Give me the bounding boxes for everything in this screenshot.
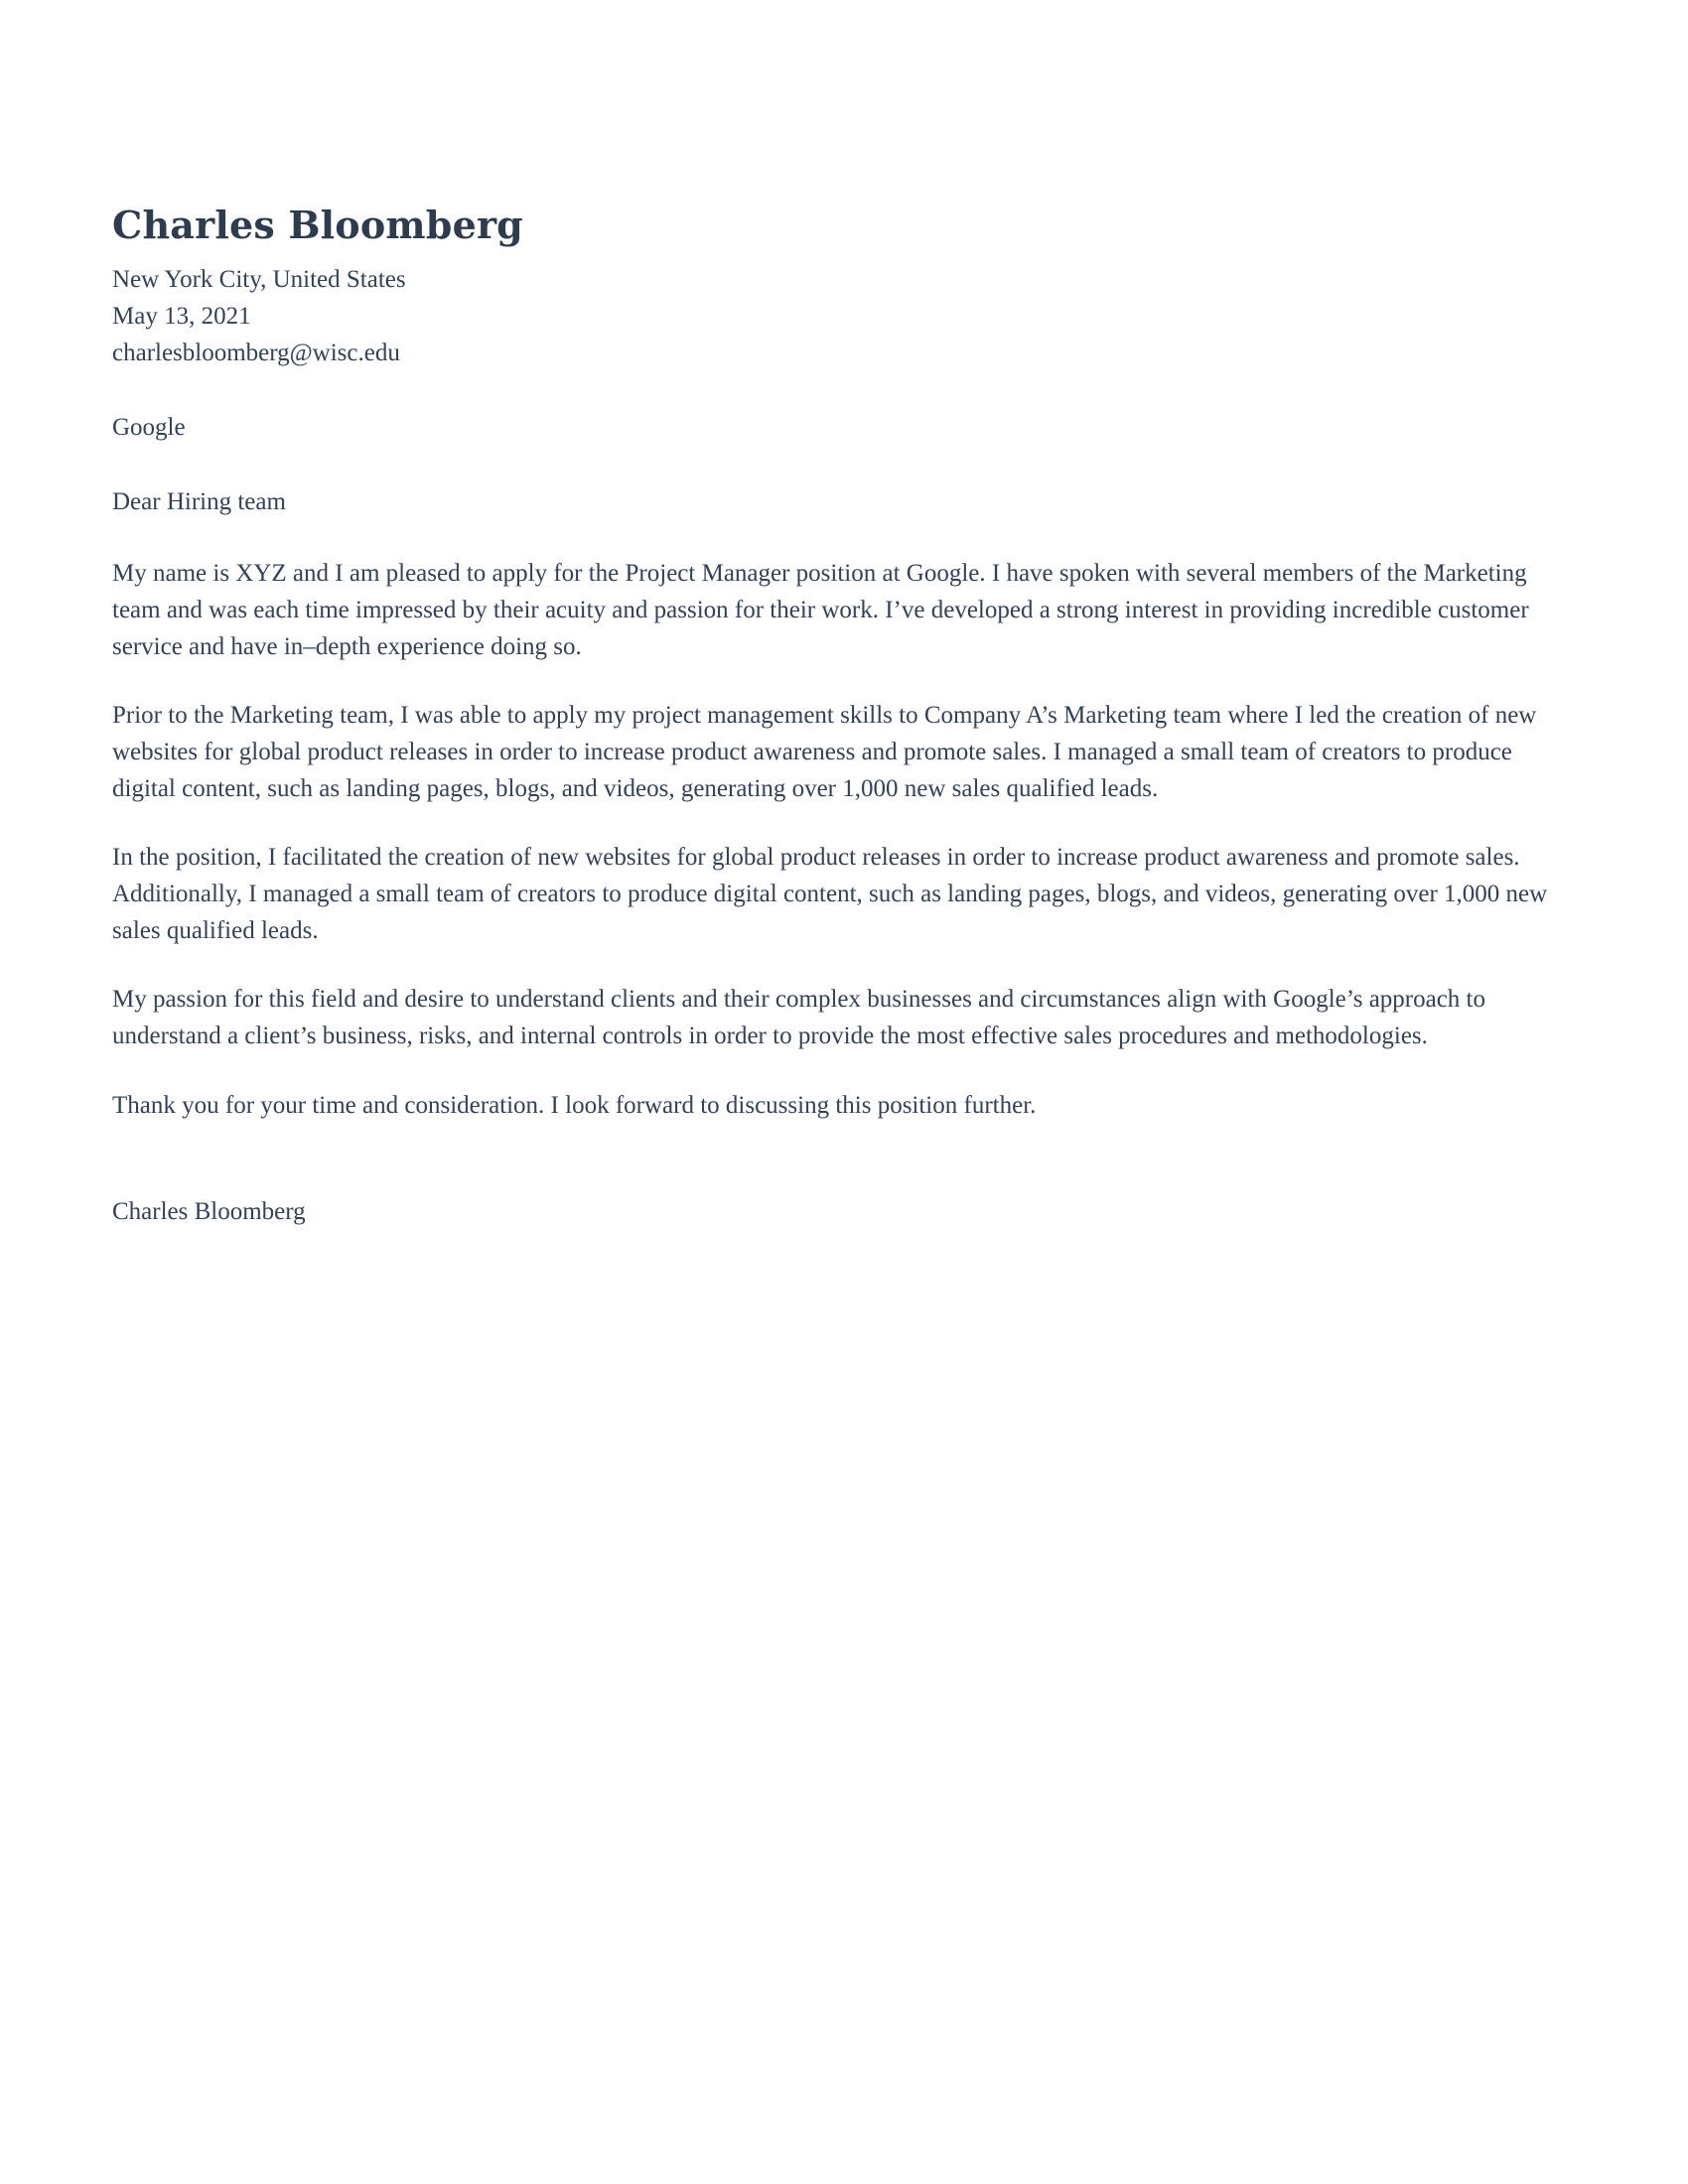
closing-block <box>112 1087 1557 1124</box>
body-paragraph: In the position, I facilitated the creation of new websites for global product releases in order to increase product awareness and promote sales. Additionally, I managed a small team of creators to produce digital content, such as landing pages, blogs, and videos, generating over 1,000 new sales qualified leads. <box>112 844 1548 945</box>
body-paragraph: My name is XYZ and I am pleased to apply for the Project Manager position at Google. I have spoken with several members of the Marketing team and was each time impressed by their acuity and passion for their work. I’ve developed a strong interest in providing incredible customer service and have in–depth experience doing so. <box>112 560 1529 661</box>
signature-name: Charles Bloomberg <box>112 1198 306 1226</box>
contact-email: charlesbloomberg@wisc.edu <box>112 340 400 367</box>
closing-thanks: Thank you for your time and consideration. I look forward to discussing this position further. <box>112 1092 1037 1120</box>
salutation: Dear Hiring team <box>112 488 286 516</box>
signature-block <box>112 1193 1557 1230</box>
body-paragraph: Prior to the Marketing team, I was able to apply my project management skills to Company A’s Marketing team where I led the creation of new websites for global product releases in order to increase product awareness and promote sales. I managed a small team of creators to produce digital content, such as landing pages, blogs, and videos, generating over 1,000 new sales qualified leads. <box>112 702 1537 803</box>
letter-content <box>112 204 1557 1230</box>
contact-location: New York City, United States <box>112 266 406 294</box>
contact-block <box>112 261 1557 371</box>
page-title: Charles Bloomberg <box>112 203 523 247</box>
body-paragraph: My passion for this field and desire to understand clients and their complex businesses and circumstances align with Google’s approach to understand a client’s business, risks, and internal controls in order to provide the most effective sales procedures and methodologies. <box>112 986 1486 1050</box>
recipient-company: Google <box>112 414 186 442</box>
recipient-block <box>112 409 1557 446</box>
contact-date: May 13, 2021 <box>112 303 251 331</box>
letter-body <box>112 555 1557 1054</box>
